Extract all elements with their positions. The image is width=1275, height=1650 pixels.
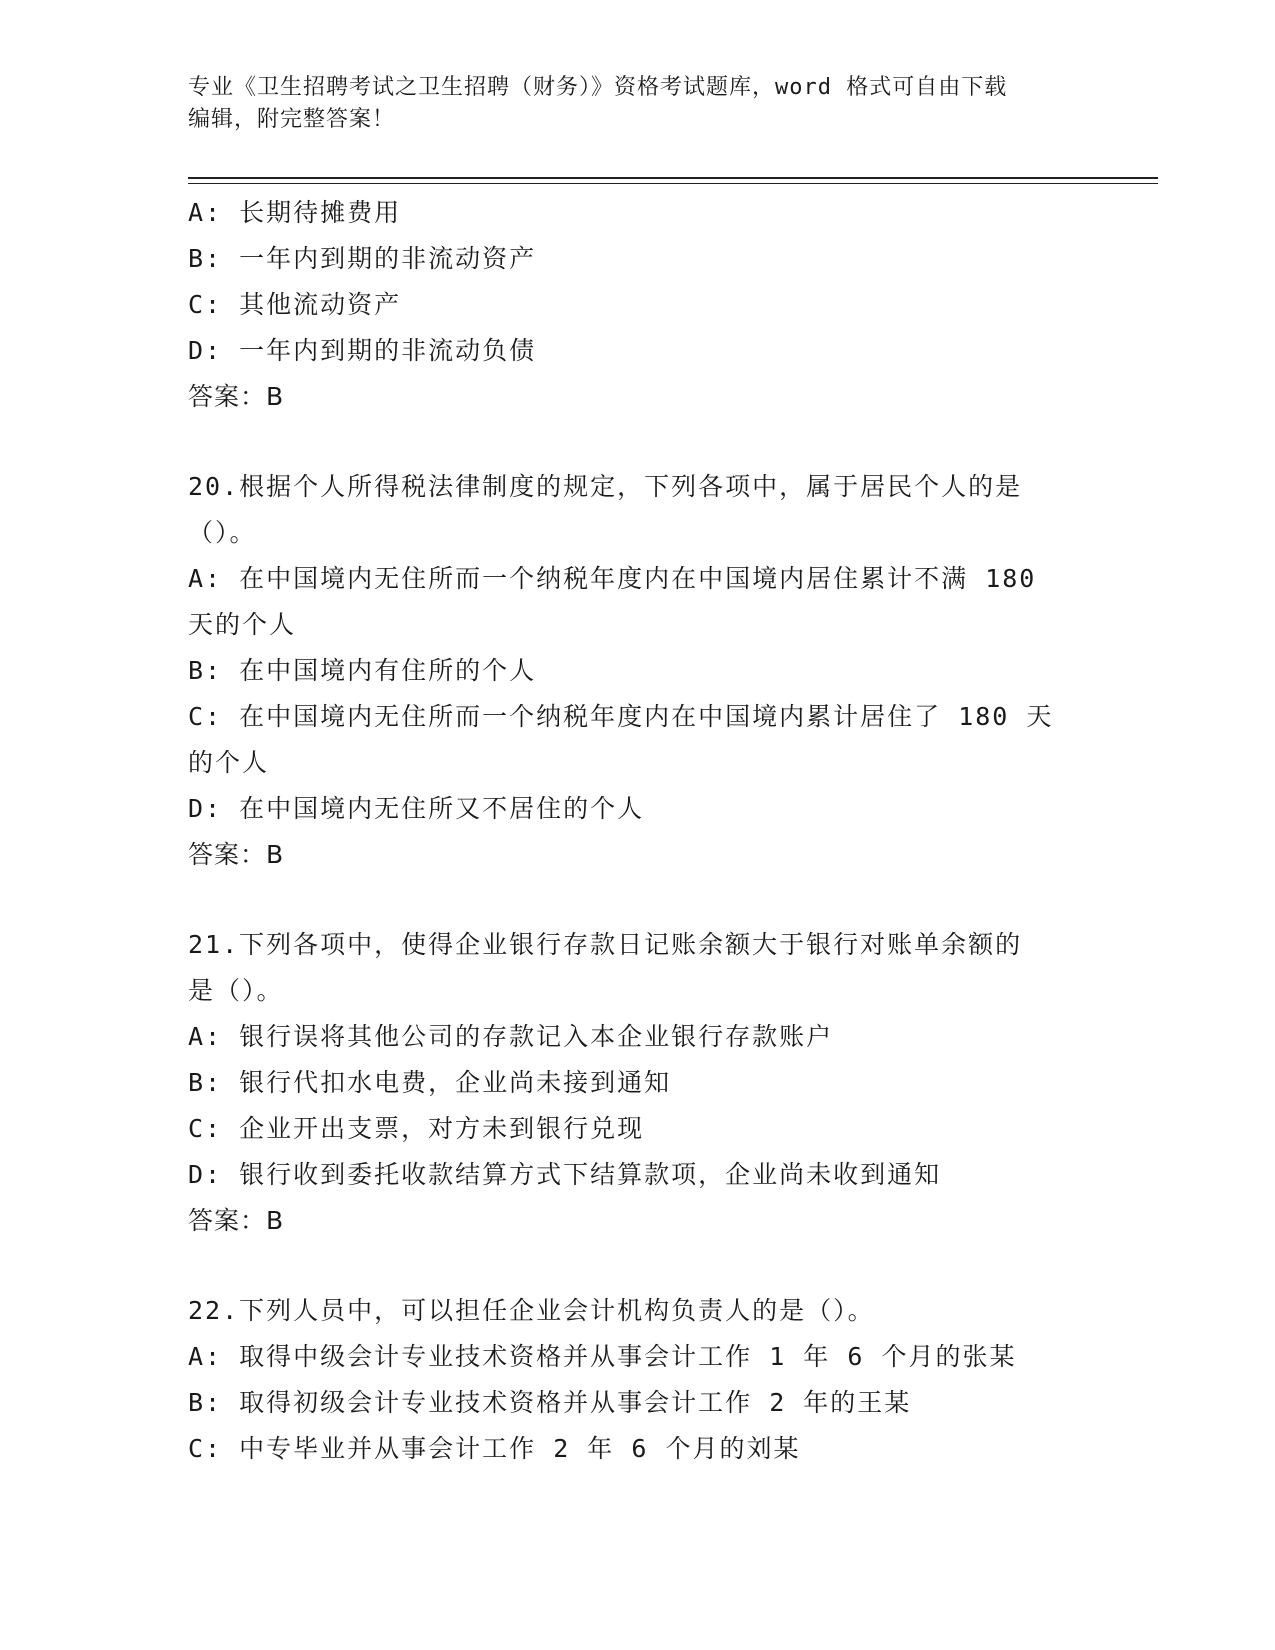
document-header <box>188 72 1088 136</box>
q20-stem-line-2: （）。 <box>188 518 257 547</box>
header-divider-thin <box>188 183 1158 184</box>
q22-option-b: B: 取得初级会计专业技术资格并从事会计工作 2 年的王某 <box>188 1388 912 1417</box>
q20-option-b: B: 在中国境内有住所的个人 <box>188 656 537 685</box>
q19-option-b: B: 一年内到期的非流动资产 <box>188 244 537 273</box>
q21-option-b: B: 银行代扣水电费，企业尚未接到通知 <box>188 1068 672 1097</box>
question-list <box>188 190 1088 1472</box>
spacer <box>188 1244 1088 1288</box>
question-20 <box>188 464 1088 878</box>
spacer <box>188 420 1088 464</box>
header-line-2: 编辑，附完整答案！ <box>188 107 396 132</box>
question-19 <box>188 190 1088 420</box>
q22-option-c: C: 中专毕业并从事会计工作 2 年 6 个月的刘某 <box>188 1434 801 1463</box>
question-22 <box>188 1288 1088 1472</box>
q22-option-a: A: 取得中级会计专业技术资格并从事会计工作 1 年 6 个月的张某 <box>188 1342 1017 1371</box>
q20-stem-line-1: 20.根据个人所得税法律制度的规定，下列各项中，属于居民个人的是 <box>188 472 1023 501</box>
q20-option-d: D: 在中国境内无住所又不居住的个人 <box>188 794 645 823</box>
question-21 <box>188 922 1088 1244</box>
header-line-1: 专业《卫生招聘考试之卫生招聘（财务）》资格考试题库，word 格式可自由下载 <box>188 75 1008 100</box>
q21-option-a: A: 银行误将其他公司的存款记入本企业银行存款账户 <box>188 1022 834 1051</box>
q21-answer: 答案：B <box>188 1206 285 1235</box>
q20-answer: 答案：B <box>188 840 285 869</box>
q19-option-a: A: 长期待摊费用 <box>188 198 402 227</box>
header-divider-thick <box>188 177 1158 179</box>
q19-option-c: C: 其他流动资产 <box>188 290 402 319</box>
q20-option-c-line-1: C: 在中国境内无住所而一个纳税年度内在中国境内累计居住了 180 天 <box>188 702 1054 731</box>
q19-option-d: D: 一年内到期的非流动负债 <box>188 336 537 365</box>
q20-option-c-line-2: 的个人 <box>188 748 270 777</box>
spacer <box>188 878 1088 922</box>
q21-stem-line-1: 21.下列各项中，使得企业银行存款日记账余额大于银行对账单余额的 <box>188 930 1023 959</box>
q21-stem-line-2: 是（）。 <box>188 976 284 1005</box>
q21-option-c: C: 企业开出支票，对方未到银行兑现 <box>188 1114 645 1143</box>
q19-answer: 答案：B <box>188 382 285 411</box>
q21-option-d: D: 银行收到委托收款结算方式下结算款项，企业尚未收到通知 <box>188 1160 942 1189</box>
q20-option-a-line-2: 天的个人 <box>188 610 297 639</box>
q22-stem: 22.下列人员中，可以担任企业会计机构负责人的是（）。 <box>188 1296 875 1325</box>
q20-option-a-line-1: A: 在中国境内无住所而一个纳税年度内在中国境内居住累计不满 180 <box>188 564 1037 593</box>
